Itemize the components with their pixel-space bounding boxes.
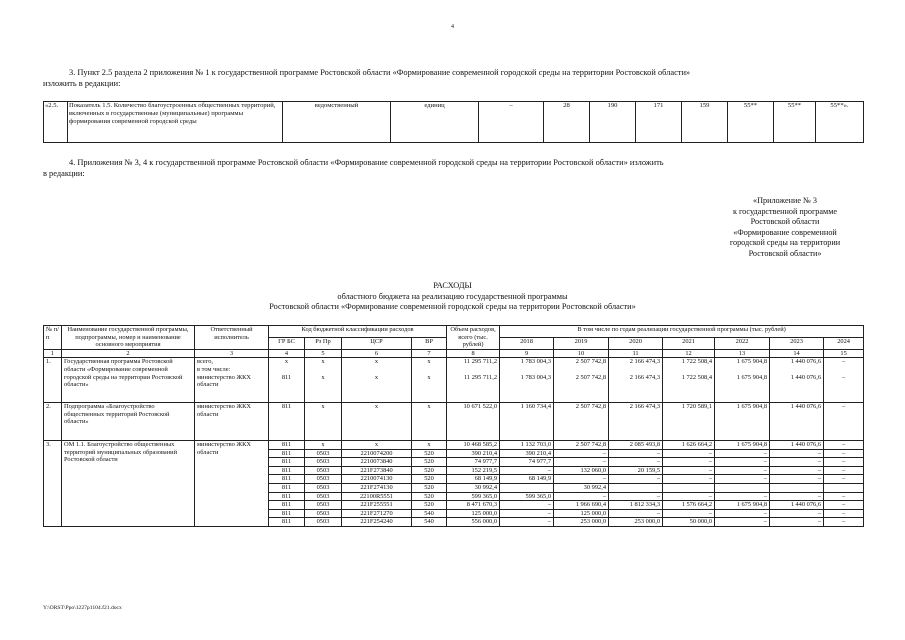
cell xyxy=(500,484,554,493)
cell: – xyxy=(715,492,770,501)
cell: 221F255551 xyxy=(342,501,412,510)
cell: – xyxy=(824,358,864,374)
cell: – xyxy=(609,492,663,501)
cell: – xyxy=(770,475,824,484)
row-name: ОМ 1.1. Благоустройство общественных территорий муниципальных образований Ростовской области xyxy=(62,441,195,527)
page-number: 4 xyxy=(451,24,454,30)
cell: – xyxy=(770,509,824,518)
cell: 0503 xyxy=(305,492,342,501)
cell: 520 xyxy=(412,492,447,501)
paragraph-3-line1: 3. Пункт 2.5 раздела 2 приложения № 1 к государственной программе Ростовской области «Формирование современной городской среды на территории Ростовской области» xyxy=(69,68,691,77)
column-number: 1 xyxy=(44,349,62,358)
cell xyxy=(770,484,824,493)
cell: 520 xyxy=(412,458,447,467)
appendix-line: Ростовской области xyxy=(750,217,820,227)
cell: 2 507 742,8 xyxy=(554,441,609,450)
appendix-note xyxy=(690,196,880,260)
indicator-name: Показатель 1.5. Количество благоустроенных общественных территорий, включенных в государственные (муниципальные) программы формирования современной городской среды xyxy=(68,102,283,143)
cell: – xyxy=(663,458,715,467)
cell: – xyxy=(824,518,864,527)
paragraph-4-line1: 4. Приложения № 3, 4 к государственной программе Ростовской области «Формирование современной городской среды на территории Ростовской области» изложить xyxy=(69,158,664,167)
cell: 2 166 474,3 xyxy=(609,358,663,374)
header-exec: Ответственный исполнитель xyxy=(195,326,269,350)
cell: x xyxy=(342,403,412,441)
cell: – xyxy=(554,475,609,484)
cell xyxy=(663,484,715,493)
column-number: 10 xyxy=(554,349,609,358)
cell: 1 440 076,6 xyxy=(770,501,824,510)
cell: 0503 xyxy=(305,458,342,467)
cell: 520 xyxy=(412,475,447,484)
cell: – xyxy=(500,518,554,527)
appendix-line: к государственной программе xyxy=(732,206,838,216)
cell: 1 720 589,1 xyxy=(663,403,715,441)
cell: 2 085 493,8 xyxy=(609,441,663,450)
cell: 1 160 734,4 xyxy=(500,403,554,441)
cell: 1 675 904,8 xyxy=(715,358,770,374)
cell: – xyxy=(715,475,770,484)
indicator-type: ведомственный xyxy=(283,102,391,143)
title-line3: Ростовской области «Формирование современной городской среды на территории Ростовской области» xyxy=(269,302,636,311)
row-exec: всего, в том числе: xyxy=(195,358,269,374)
column-number: 7 xyxy=(412,349,447,358)
cell: 10 671 522,0 xyxy=(447,403,500,441)
cell: 0503 xyxy=(305,501,342,510)
header-year: 2023 xyxy=(770,337,824,349)
cell: – xyxy=(609,509,663,518)
cell: 1 783 004,3 xyxy=(500,374,554,403)
cell: 22100R5551 xyxy=(342,492,412,501)
row-name: Подпрограмма «Благоустройство общественных территорий Ростовской области» xyxy=(62,403,195,441)
cell xyxy=(715,484,770,493)
cell: 221F254240 xyxy=(342,518,412,527)
header-year: 2020 xyxy=(609,337,663,349)
indicator-table xyxy=(43,101,864,143)
header-row xyxy=(44,326,864,338)
cell: 0503 xyxy=(305,449,342,458)
header-csr: ЦСР xyxy=(342,337,412,349)
row-num: 2. xyxy=(44,403,62,441)
cell: – xyxy=(609,475,663,484)
header-year: 2024 xyxy=(824,337,864,349)
cell: 556 000,0 xyxy=(447,518,500,527)
cell: 520 xyxy=(412,449,447,458)
cell: x xyxy=(412,403,447,441)
cell: – xyxy=(824,374,864,403)
cell: 390 210,4 xyxy=(447,449,500,458)
cell: – xyxy=(715,518,770,527)
cell: 1 722 508,4 xyxy=(663,358,715,374)
header-year: 2022 xyxy=(715,337,770,349)
cell: – xyxy=(824,466,864,475)
column-number: 4 xyxy=(269,349,305,358)
cell: 11 295 711,2 xyxy=(447,358,500,374)
cell: 152 219,5 xyxy=(447,466,500,475)
cell: 2 507 742,8 xyxy=(554,403,609,441)
cell: – xyxy=(500,466,554,475)
document-title xyxy=(0,281,905,313)
cell: 1 966 690,4 xyxy=(554,501,609,510)
cell: – xyxy=(609,458,663,467)
cell: – xyxy=(500,509,554,518)
cell: – xyxy=(824,458,864,467)
header-vr: ВР xyxy=(412,337,447,349)
cell: – xyxy=(554,449,609,458)
cell: – xyxy=(770,466,824,475)
cell: – xyxy=(824,449,864,458)
appendix-line: Ростовской области» xyxy=(748,248,822,258)
title-line2: областного бюджета на реализацию государственной программы xyxy=(337,291,568,301)
cell: 811 xyxy=(269,484,305,493)
indicator-value: 28 xyxy=(544,102,590,143)
column-number: 14 xyxy=(770,349,824,358)
table-row xyxy=(44,441,864,450)
cell: 125 000,0 xyxy=(447,509,500,518)
cell: – xyxy=(715,509,770,518)
column-number: 9 xyxy=(500,349,554,358)
cell: 125 000,0 xyxy=(554,509,609,518)
cell: x xyxy=(412,374,447,403)
cell: 1 812 334,3 xyxy=(609,501,663,510)
paragraph-4-line2: в редакции: xyxy=(43,169,85,178)
header-name: Наименование государственной программы, подпрограммы, номер и наименование основного мероприятия xyxy=(62,326,195,350)
cell: 540 xyxy=(412,518,447,527)
header-grbs: ГР БС xyxy=(269,337,305,349)
cell: – xyxy=(609,449,663,458)
cell: x xyxy=(342,358,412,374)
cell: – xyxy=(663,449,715,458)
paragraph-3-line2: изложить в редакции: xyxy=(43,79,121,88)
column-number: 12 xyxy=(663,349,715,358)
cell: 2 507 742,8 xyxy=(554,374,609,403)
cell: 599 365,0 xyxy=(500,492,554,501)
row-exec: министерство ЖКХ области xyxy=(195,403,269,441)
cell: 221F274130 xyxy=(342,484,412,493)
cell: 1 675 904,8 xyxy=(715,374,770,403)
row-exec: министерство ЖКХ области xyxy=(195,374,269,403)
expenses-table xyxy=(43,325,864,527)
cell: 30 992,4 xyxy=(554,484,609,493)
cell: – xyxy=(770,518,824,527)
cell: 74 977,7 xyxy=(500,458,554,467)
column-number: 3 xyxy=(195,349,269,358)
cell: – xyxy=(554,458,609,467)
cell: – xyxy=(770,458,824,467)
cell: 74 977,7 xyxy=(447,458,500,467)
column-number: 8 xyxy=(447,349,500,358)
cell xyxy=(609,484,663,493)
cell: – xyxy=(824,441,864,450)
cell: 520 xyxy=(412,484,447,493)
cell: – xyxy=(824,509,864,518)
cell: – xyxy=(824,501,864,510)
cell: 811 xyxy=(269,374,305,403)
cell: 599 365,0 xyxy=(447,492,500,501)
title-line1: РАСХОДЫ xyxy=(433,281,472,290)
column-number-row xyxy=(44,349,864,358)
cell: 520 xyxy=(412,466,447,475)
cell: – xyxy=(500,501,554,510)
cell: – xyxy=(715,449,770,458)
column-number: 2 xyxy=(62,349,195,358)
header-volume: Объем расходов, всего (тыс. рублей) xyxy=(447,326,500,350)
cell: – xyxy=(663,492,715,501)
cell: 20 159,5 xyxy=(609,466,663,475)
cell: – xyxy=(554,492,609,501)
appendix-line: «Формирование современной xyxy=(733,227,837,237)
header-num: № п/п xyxy=(44,326,62,350)
cell: 0503 xyxy=(305,484,342,493)
cell: 0503 xyxy=(305,475,342,484)
cell: 540 xyxy=(412,509,447,518)
cell: 132 060,0 xyxy=(554,466,609,475)
column-number: 15 xyxy=(824,349,864,358)
cell: 390 210,4 xyxy=(500,449,554,458)
cell: 1 675 904,8 xyxy=(715,501,770,510)
cell: 811 xyxy=(269,509,305,518)
cell: 1 675 904,8 xyxy=(715,403,770,441)
cell: x xyxy=(269,358,305,374)
cell: 811 xyxy=(269,403,305,441)
column-number: 5 xyxy=(305,349,342,358)
header-code: Код бюджетной классификации расходов xyxy=(269,326,447,338)
cell: 68 149,9 xyxy=(447,475,500,484)
indicator-value: 55** xyxy=(728,102,774,143)
cell: 30 992,4 xyxy=(447,484,500,493)
paragraph-4 xyxy=(43,157,863,179)
indicator-row xyxy=(44,102,864,143)
cell: 221F271270 xyxy=(342,509,412,518)
cell: 811 xyxy=(269,475,305,484)
indicator-base: – xyxy=(479,102,544,143)
column-number: 6 xyxy=(342,349,412,358)
cell: 1 440 076,6 xyxy=(770,403,824,441)
file-path-footer: Y:\ORST\Ppo\1227p1104.f21.docx xyxy=(43,605,122,611)
cell: – xyxy=(824,475,864,484)
header-years: В том числе по годам реализации государственной программы (тыс. рублей) xyxy=(500,326,864,338)
cell: – xyxy=(770,492,824,501)
row-num: 1. xyxy=(44,358,62,403)
cell: 2 507 742,8 xyxy=(554,358,609,374)
cell: x xyxy=(305,358,342,374)
cell: – xyxy=(663,466,715,475)
column-number: 11 xyxy=(609,349,663,358)
cell: 253 000,0 xyxy=(554,518,609,527)
cell: 221F273840 xyxy=(342,466,412,475)
cell: 2 166 474,3 xyxy=(609,403,663,441)
table-row xyxy=(44,358,864,374)
cell: 0503 xyxy=(305,509,342,518)
header-rzpr: Рз Пр xyxy=(305,337,342,349)
cell: x xyxy=(342,374,412,403)
indicator-unit: единиц xyxy=(391,102,479,143)
cell: 11 295 711,2 xyxy=(447,374,500,403)
cell: 2210074130 xyxy=(342,475,412,484)
cell: 10 468 585,2 xyxy=(447,441,500,450)
cell: 1 132 703,0 xyxy=(500,441,554,450)
cell: 68 149,9 xyxy=(500,475,554,484)
cell: x xyxy=(305,403,342,441)
cell: 811 xyxy=(269,449,305,458)
cell: 1 440 076,6 xyxy=(770,374,824,403)
indicator-value: 190 xyxy=(590,102,636,143)
cell: 1 783 004,3 xyxy=(500,358,554,374)
row-exec: министерство ЖКХ области xyxy=(195,441,269,527)
header-year: 2021 xyxy=(663,337,715,349)
cell: 2 166 474,3 xyxy=(609,374,663,403)
cell: 0503 xyxy=(305,518,342,527)
header-year: 2019 xyxy=(554,337,609,349)
cell: 50 000,0 xyxy=(663,518,715,527)
cell: 253 000,0 xyxy=(609,518,663,527)
row-name: Государственная программа Ростовской области «Формирование современной городской среды на территории Ростовской области» xyxy=(62,358,195,403)
cell: 1 440 076,6 xyxy=(770,441,824,450)
cell: 1 576 664,2 xyxy=(663,501,715,510)
indicator-value: 159 xyxy=(682,102,728,143)
cell: – xyxy=(824,492,864,501)
cell: x xyxy=(342,441,412,450)
cell: 1 626 664,2 xyxy=(663,441,715,450)
cell: x xyxy=(305,374,342,403)
appendix-line: городской среды на территории xyxy=(729,238,841,248)
cell: 811 xyxy=(269,458,305,467)
cell: 811 xyxy=(269,501,305,510)
cell: 8 471 670,3 xyxy=(447,501,500,510)
cell: – xyxy=(824,403,864,441)
cell: x xyxy=(305,441,342,450)
cell: – xyxy=(663,509,715,518)
cell: – xyxy=(715,458,770,467)
cell: 0503 xyxy=(305,466,342,475)
cell: 811 xyxy=(269,492,305,501)
cell: 811 xyxy=(269,466,305,475)
indicator-value: 171 xyxy=(636,102,682,143)
indicator-value: 55**». xyxy=(816,102,864,143)
indicator-value: 55** xyxy=(774,102,816,143)
cell: – xyxy=(715,466,770,475)
cell: 1 722 508,4 xyxy=(663,374,715,403)
cell: 811 xyxy=(269,441,305,450)
cell: 1 675 904,8 xyxy=(715,441,770,450)
cell: 2210073840 xyxy=(342,458,412,467)
column-number: 13 xyxy=(715,349,770,358)
row-num: 3. xyxy=(44,441,62,527)
cell: x xyxy=(412,358,447,374)
paragraph-3 xyxy=(43,67,863,89)
table-row xyxy=(44,403,864,441)
cell: 2210074200 xyxy=(342,449,412,458)
appendix-line: «Приложение № 3 xyxy=(752,196,818,205)
cell: 1 440 076,6 xyxy=(770,358,824,374)
cell: 811 xyxy=(269,518,305,527)
cell xyxy=(824,484,864,493)
cell: x xyxy=(412,441,447,450)
indicator-num: «2.5. xyxy=(44,102,68,143)
header-year: 2018 xyxy=(500,337,554,349)
cell: – xyxy=(770,449,824,458)
cell: – xyxy=(663,475,715,484)
cell: 520 xyxy=(412,501,447,510)
